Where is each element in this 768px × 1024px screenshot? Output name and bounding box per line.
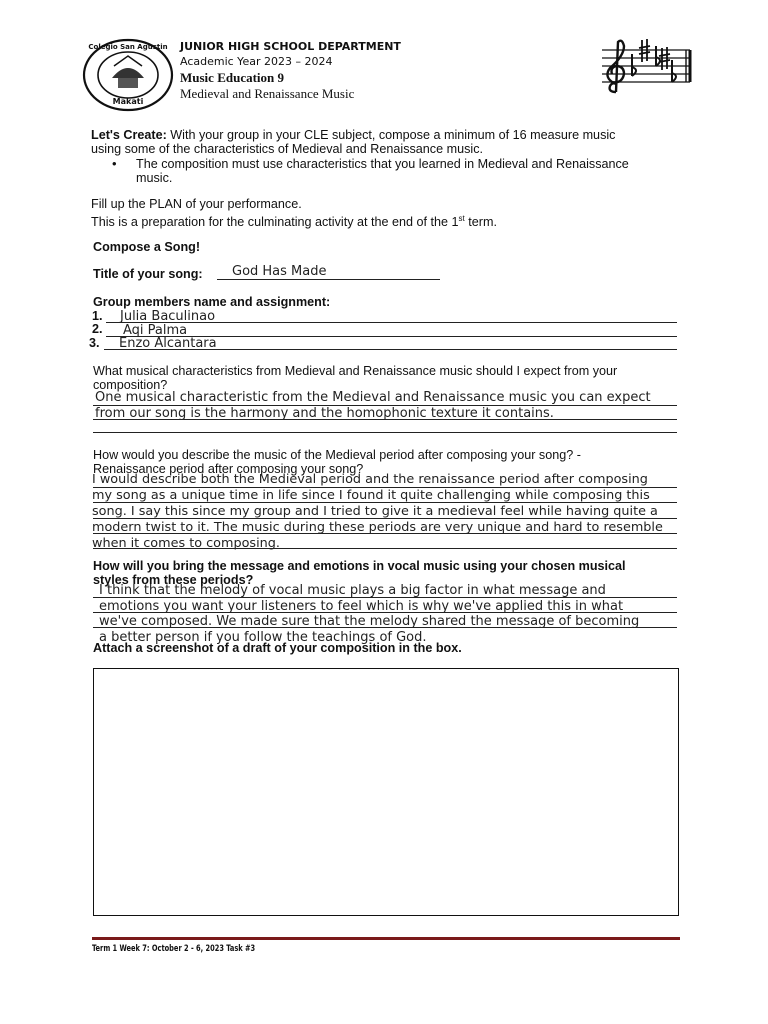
answer-2-text-2[interactable]: my song as a unique time in life since I found it quite challenging while composing this — [92, 488, 650, 503]
lets-create-line2: using some of the characteristics of Medieval and Renaissance music. — [91, 142, 483, 156]
member-number-1: 1. — [92, 309, 103, 323]
question-1 — [93, 364, 683, 392]
school-seal — [82, 38, 174, 112]
lets-create-label: Let's Create: — [91, 128, 167, 142]
music-staff-icon — [598, 36, 694, 98]
bullet-icon: • — [112, 156, 117, 171]
academic-year: Academic Year 2023 – 2024 — [180, 55, 333, 68]
answer-2-text-3[interactable]: song. I say this since my group and I tried to give it a medieval feel while having quite a — [92, 504, 658, 519]
sharp-icon — [639, 39, 670, 70]
title-value[interactable]: God Has Made — [232, 264, 327, 279]
bullet-line1: The composition must use characteristics that you learned in Medieval and Renaissance — [136, 157, 629, 171]
answer-3-text-3[interactable]: we've composed. We made sure that the melody shared the message of becoming — [99, 614, 640, 629]
lets-create-line1: With your group in your CLE subject, compose a minimum of 16 measure music — [166, 128, 616, 142]
flat-icon — [632, 46, 676, 82]
answer-3-text-2[interactable]: emotions you want your listeners to feel which is why we've applied this in what — [99, 599, 624, 614]
answer-1-line3 — [93, 432, 677, 433]
footer-rule — [92, 937, 680, 940]
question-2-line2: Renaissance period after composing your song? — [93, 462, 364, 476]
topic-title: Medieval and Renaissance Music — [180, 86, 355, 101]
svg-text:Colegio San Agustin: Colegio San Agustin — [88, 43, 168, 51]
attach-label: Attach a screenshot of a draft of your composition in the box. — [93, 641, 462, 655]
member-name-3[interactable]: Enzo Alcantara — [119, 336, 217, 351]
svg-text:Makati: Makati — [112, 97, 144, 106]
lets-create-instructions — [91, 128, 691, 156]
preparation-text-a: This is a preparation for the culminating activity at the end of the 1 — [91, 215, 459, 230]
member-name-2[interactable]: Aqi Palma — [123, 323, 188, 338]
answer-1-text-1[interactable]: One musical characteristic from the Medieval and Renaissance music you can expect — [95, 390, 651, 405]
footer-text: Term 1 Week 7: October 2 - 6, 2023 Task #3 — [92, 944, 256, 954]
answer-3-text-1[interactable]: I think that the melody of vocal music plays a big factor in what message and — [99, 583, 606, 598]
question-1-line2: composition? — [93, 378, 168, 392]
department-title: JUNIOR HIGH SCHOOL DEPARTMENT — [180, 40, 401, 53]
members-label: Group members name and assignment: — [93, 295, 331, 309]
preparation-text-b: term. — [464, 215, 497, 230]
bullet-line2: music. — [136, 171, 173, 185]
preparation-text — [91, 212, 691, 229]
composition-screenshot-box[interactable] — [93, 668, 679, 916]
question-3-line2: styles from these periods? — [93, 573, 254, 587]
member-number-3: 3. — [89, 336, 100, 350]
subject-title: Music Education 9 — [180, 70, 285, 85]
answer-2-text-5[interactable]: when it comes to composing. — [92, 536, 280, 551]
bullet-text — [136, 157, 696, 185]
member-number-2: 2. — [92, 322, 103, 336]
preparation-sup: st — [458, 214, 465, 223]
compose-heading: Compose a Song! — [93, 240, 201, 254]
answer-3-text-4[interactable]: a better person if you follow the teachings of God. — [99, 630, 427, 645]
title-label: Title of your song: — [93, 267, 203, 281]
answer-1-text-2[interactable]: from our song is the harmony and the homophonic texture it contains. — [95, 406, 554, 421]
answer-2-text-1[interactable]: I would describe both the Medieval period and the renaissance period after composing — [92, 472, 648, 487]
question-1-line1: What musical characteristics from Medieval and Renaissance music should I expect from your — [93, 364, 618, 378]
question-3-line1: How will you bring the message and emotions in vocal music using your chosen musical — [93, 559, 626, 573]
title-underline — [217, 279, 440, 280]
question-2-line1: How would you describe the music of the Medieval period after composing your song? - — [93, 448, 581, 462]
fill-plan-text: Fill up the PLAN of your performance. — [91, 197, 302, 211]
answer-2-text-4[interactable]: modern twist to it. The music during these periods are very unique and hard to resemble — [92, 520, 663, 535]
member-name-1[interactable]: Julia Baculinao — [120, 309, 216, 324]
